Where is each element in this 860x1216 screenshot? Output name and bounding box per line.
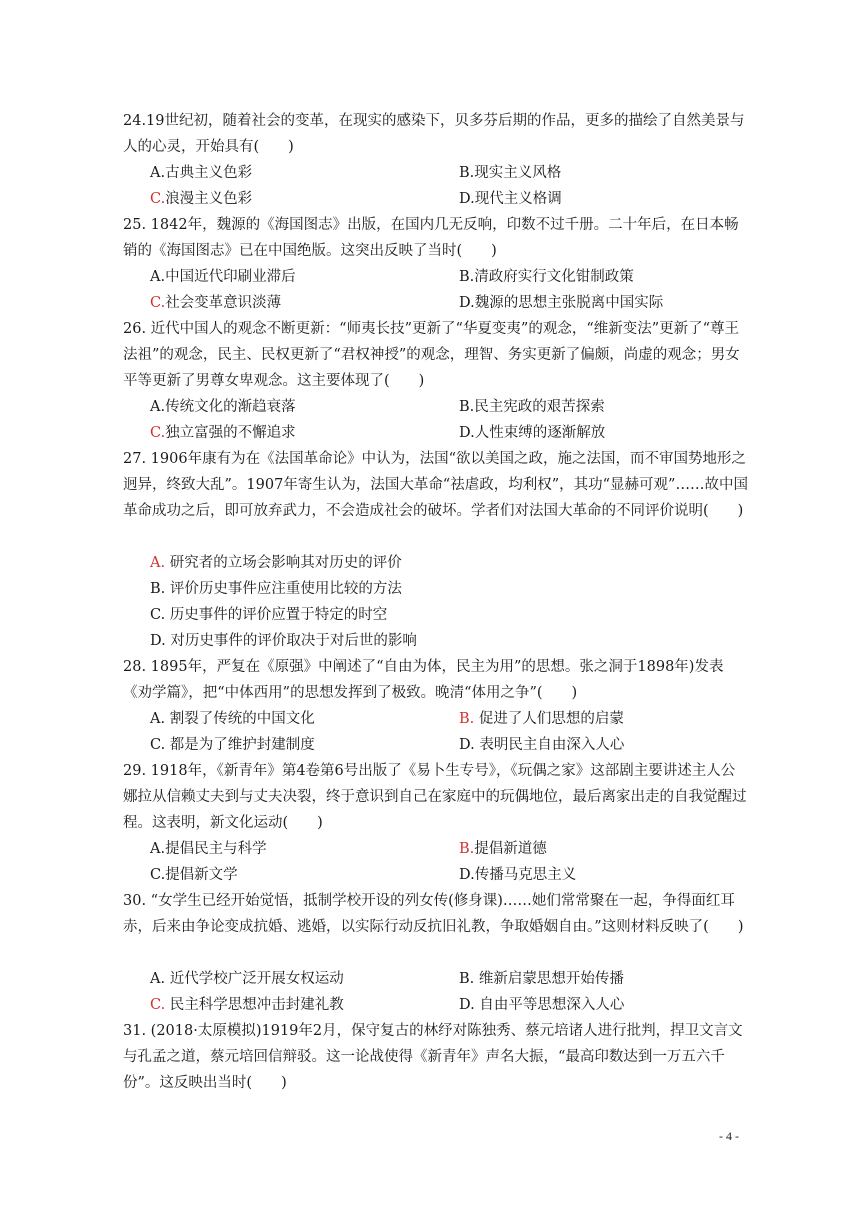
question-stem: 28. 1895年，严复在《原强》中阐述了“自由为体，民主为用”的思想。张之洞于1898年)发表《劝学篇》，把“中体西用”的思想发挥到了极致。晚清“体用之争”( )	[123, 659, 724, 701]
option-b: B.清政府实行文化钳制政策	[459, 269, 634, 285]
option-d: D.传播马克思主义	[459, 867, 577, 883]
question-stem: 31. (2018·太原模拟)1919年2月，保守复古的林纾对陈独秀、蔡元培诸人进行批判，捍卫文言文与孔孟之道，蔡元培回信辩驳。这一论战使得《新青年》声名大振，“最高印数达到一万五六千份”。这反映出当时( )	[123, 1023, 743, 1091]
option-c: C. 都是为了维护封建制度	[150, 737, 315, 753]
question-24-options	[150, 160, 750, 212]
option-a: A. 研究者的立场会影响其对历史的评价	[150, 555, 402, 571]
question-30-options	[150, 966, 750, 1018]
question-stem: 27. 1906年康有为在《法国革命论》中认为，法国“欲以美国之政，施之法国，而不审国势地形之迥异，终致大乱”。1907年寄生认为，法国大革命“祛虐政，均利权”，其功“显赫可观”……故中国革命成功之后，即可放弃武力，不会造成社会的破坏。学者们对法国大革命的不同评价说明( )	[123, 451, 748, 519]
option-d: D. 自由平等思想深入人心	[459, 997, 625, 1013]
option-a: A.中国近代印刷业滞后	[150, 269, 296, 285]
option-b: B.现实主义风格	[459, 165, 562, 181]
option-a: A. 割裂了传统的中国文化	[150, 711, 315, 727]
option-b: B.民主宪政的艰苦探索	[459, 399, 605, 415]
option-b: B.提倡新道德	[459, 841, 547, 857]
option-c: C.浪漫主义色彩	[150, 191, 253, 207]
option-b: B. 评价历史事件应注重使用比较的方法	[150, 581, 402, 597]
question-25	[123, 212, 748, 264]
option-a: A.古典主义色彩	[150, 165, 253, 181]
question-26-options	[150, 394, 750, 446]
question-26	[123, 316, 748, 394]
question-27-options	[150, 550, 750, 654]
question-28	[123, 654, 748, 706]
question-27	[123, 446, 748, 524]
option-c: C. 历史事件的评价应置于特定的时空	[150, 607, 388, 623]
option-c: C.社会变革意识淡薄	[150, 295, 282, 311]
question-29	[123, 758, 748, 836]
option-a: A. 近代学校广泛开展女权运动	[150, 971, 344, 987]
option-d: D.人性束缚的逐渐解放	[459, 425, 606, 441]
option-d: D. 表明民主自由深入人心	[459, 737, 625, 753]
page-number: - 4 -	[719, 1129, 739, 1143]
question-29-options	[150, 836, 750, 888]
option-d: D. 对历史事件的评价取决于对后世的影响	[150, 633, 417, 649]
option-d: D.魏源的思想主张脱离中国实际	[459, 295, 664, 311]
question-24	[123, 108, 748, 160]
question-stem: 24.19世纪初，随着社会的变革，在现实的感染下，贝多芬后期的作品，更多的描绘了自然美景与人的心灵，开始具有( )	[123, 113, 745, 155]
option-a: A.提倡民主与科学	[150, 841, 267, 857]
question-stem: 25. 1842年，魏源的《海国图志》出版，在国内几无反响，印数不过千册。二十年后，在日本畅销的《海国图志》已在中国绝版。这突出反映了当时( )	[123, 217, 739, 259]
question-stem: 26. 近代中国人的观念不断更新：“师夷长技”更新了“华夏变夷”的观念，“维新变法”更新了“尊王法祖”的观念，民主、民权更新了“君权神授”的观念，理智、务实更新了偏颇，尚虚的观念；男女平等更新了男尊女卑观念。这主要体现了( )	[123, 321, 740, 389]
option-b: B. 维新启蒙思想开始传播	[459, 971, 624, 987]
option-c: C.独立富强的不懈追求	[150, 425, 296, 441]
question-31	[123, 1018, 748, 1096]
option-b: B. 促进了人们思想的启蒙	[459, 711, 624, 727]
question-stem: 30. “女学生已经开始觉悟，抵制学校开设的列女传(修身课)……她们常常聚在一起，争得面红耳赤，后来由争论变成抗婚、逃婚，以实际行动反抗旧礼教，争取婚姻自由。”这则材料反映了( )	[123, 893, 744, 935]
question-stem: 29. 1918年，《新青年》第4卷第6号出版了《易卜生专号》，《玩偶之家》这部剧主要讲述主人公娜拉从信赖丈夫到与丈夫决裂，终于意识到自己在家庭中的玩偶地位，最后离家出走的自我觉醒过程。这表明，新文化运动( )	[123, 763, 747, 831]
question-25-options	[150, 264, 750, 316]
option-c: C.提倡新文学	[150, 867, 238, 883]
question-30	[123, 888, 748, 940]
option-d: D.现代主义格调	[459, 191, 562, 207]
option-a: A.传统文化的渐趋衰落	[150, 399, 296, 415]
question-28-options	[150, 706, 750, 758]
option-c: C. 民主科学思想冲击封建礼教	[150, 997, 344, 1013]
